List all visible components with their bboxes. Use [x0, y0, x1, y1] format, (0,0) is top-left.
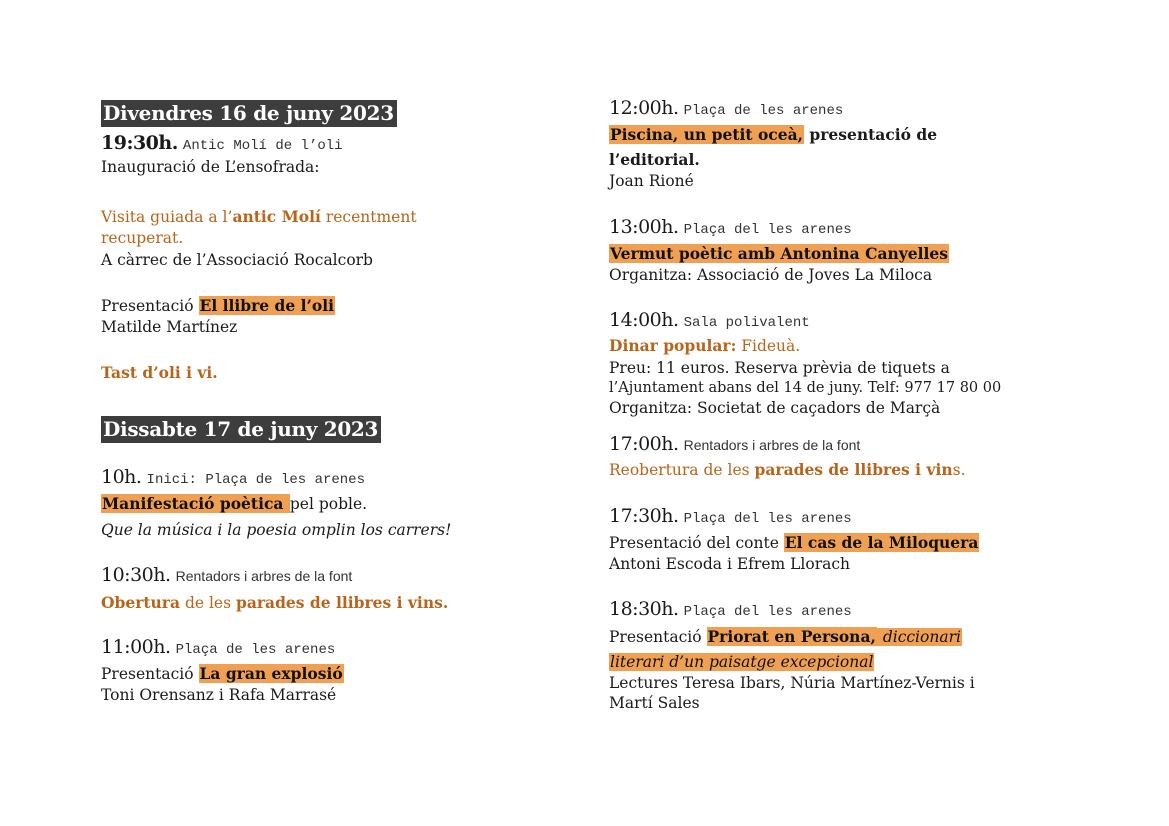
- visita-bold: antic Molí: [232, 207, 321, 226]
- event-time: 14:00h.: [609, 309, 679, 331]
- priorat-readers-1: Lectures Teresa Ibars, Núria Martínez-Vernis i: [609, 674, 975, 692]
- event-place: Rentadors i arbres de la font: [175, 568, 353, 584]
- miloquera-authors: Antoni Escoda i Efrem Llorach: [609, 555, 851, 573]
- reobertura-post: s.: [952, 461, 966, 479]
- saturday-event-2-header: [101, 564, 352, 586]
- obertura-bold-1: Obertura: [101, 593, 181, 612]
- event-place: Rentadors i arbres de la font: [683, 437, 861, 453]
- priorat-italic-2: literari d’un paisatge excepcional: [610, 653, 874, 671]
- event-time: 10:30h.: [101, 564, 171, 586]
- event-place: Plaça de les arenes: [175, 642, 336, 658]
- event-place: Plaça del les arenes: [683, 604, 852, 620]
- llibre-highlight: El llibre de l’oli: [199, 296, 335, 315]
- saturday-heading: Dissabte 17 de juny 2023: [101, 416, 381, 443]
- manifestacio-quote: Que la música i la poesia omplin los carrers!: [101, 521, 452, 539]
- miloquera-highlight: El cas de la Miloquera: [784, 533, 979, 552]
- dinar-post: Fideuà.: [736, 337, 801, 355]
- vermut-org: Organitza: Associació de Joves La Miloca: [609, 266, 933, 284]
- manifestacio-highlight: Manifestació poètica: [102, 494, 289, 513]
- piscina-post: presentació de: [804, 125, 938, 144]
- event-time: 10h.: [101, 466, 142, 488]
- visita-line-2: recuperat.: [101, 229, 184, 247]
- gran-explosio-authors: Toni Orensanz i Rafa Marrasé: [101, 686, 337, 704]
- llibre-line: [101, 295, 335, 317]
- reobertura-pre: Reobertura de les: [609, 461, 755, 479]
- tast: Tast d’oli i vi.: [101, 363, 218, 382]
- manifestacio-line: [101, 493, 367, 515]
- event-place: Plaça del les arenes: [683, 222, 852, 238]
- right-event-3-header: [609, 309, 810, 331]
- reobertura-line: [609, 459, 966, 481]
- friday-event-1-title: Inauguració de L’ensofrada:: [101, 158, 320, 176]
- dinar-reservation: l’Ajuntament abans del 14 de juny. Telf: 977 17 80 00: [609, 380, 1002, 396]
- gran-explosio-line: [101, 663, 344, 685]
- priorat-italic-1: diccionari: [877, 628, 961, 646]
- piscina-line-1: [609, 124, 937, 145]
- piscina-author: Joan Rioné: [609, 172, 694, 190]
- priorat-readers-2: Martí Sales: [609, 694, 700, 712]
- event-time: 19:30h.: [101, 132, 178, 154]
- priorat-line-2: [609, 652, 874, 673]
- dinar-bold: Dinar popular:: [609, 336, 737, 355]
- right-event-5-header: [609, 505, 852, 527]
- event-time: 17:00h.: [609, 433, 679, 455]
- gran-explosio-highlight: La gran explosió: [199, 664, 343, 683]
- piscina-line-2: l’editorial.: [609, 150, 700, 169]
- reobertura-bold: parades de llibres i vin: [754, 460, 953, 479]
- miloquera-pre: Presentació del conte: [609, 534, 784, 552]
- right-event-1-header: [609, 97, 843, 119]
- friday-event-1-header: [101, 132, 343, 154]
- dinar-line: [609, 335, 800, 357]
- dinar-org: Organitza: Societat de caçadors de Marçà: [609, 399, 941, 417]
- saturday-event-3-header: [101, 636, 335, 658]
- piscina-highlight: Piscina, un petit oceà,: [610, 125, 804, 144]
- visita-pre: Visita guiada a l’: [101, 208, 233, 226]
- manifestacio-post: pel poble.: [289, 495, 368, 513]
- friday-heading: Divendres 16 de juny 2023: [101, 100, 397, 127]
- obertura-bold-2: parades de llibres i vins.: [235, 593, 449, 612]
- event-place: Antic Molí de l’oli: [182, 138, 343, 154]
- priorat-pre: Presentació: [609, 628, 707, 646]
- llibre-pre: Presentació: [101, 297, 199, 315]
- event-time: 13:00h.: [609, 216, 679, 238]
- obertura-mid: de les: [180, 594, 236, 612]
- event-place: Inici: Plaça de les arenes: [146, 472, 365, 488]
- gran-explosio-pre: Presentació: [101, 665, 199, 683]
- llibre-author: Matilde Martínez: [101, 318, 238, 336]
- right-event-2-header: [609, 216, 852, 238]
- event-place: Plaça del les arenes: [683, 511, 852, 527]
- obertura-line: [101, 592, 448, 614]
- event-time: 11:00h.: [101, 636, 171, 658]
- event-time: 17:30h.: [609, 505, 679, 527]
- event-time: 18:30h.: [609, 598, 679, 620]
- vermut-line: [609, 243, 949, 265]
- vermut-highlight: Vermut poètic amb Antonina Canyelles: [610, 244, 948, 263]
- miloquera-line: [609, 532, 979, 554]
- dinar-price: Preu: 11 euros. Reserva prèvia de tiquets a: [609, 359, 950, 377]
- event-place: Plaça de les arenes: [683, 103, 844, 119]
- right-event-4-header: [609, 433, 860, 455]
- event-time: 12:00h.: [609, 97, 679, 119]
- visita-by: A càrrec de l’Associació Rocalcorb: [101, 251, 373, 269]
- visita-line-1: [101, 206, 417, 228]
- visita-post: recentment: [320, 208, 417, 226]
- saturday-event-1-header: [101, 466, 365, 488]
- priorat-highlight: Priorat en Persona,: [707, 627, 876, 646]
- right-event-6-header: [609, 598, 852, 620]
- priorat-line-1: [609, 626, 962, 648]
- event-place: Sala polivalent: [683, 315, 810, 331]
